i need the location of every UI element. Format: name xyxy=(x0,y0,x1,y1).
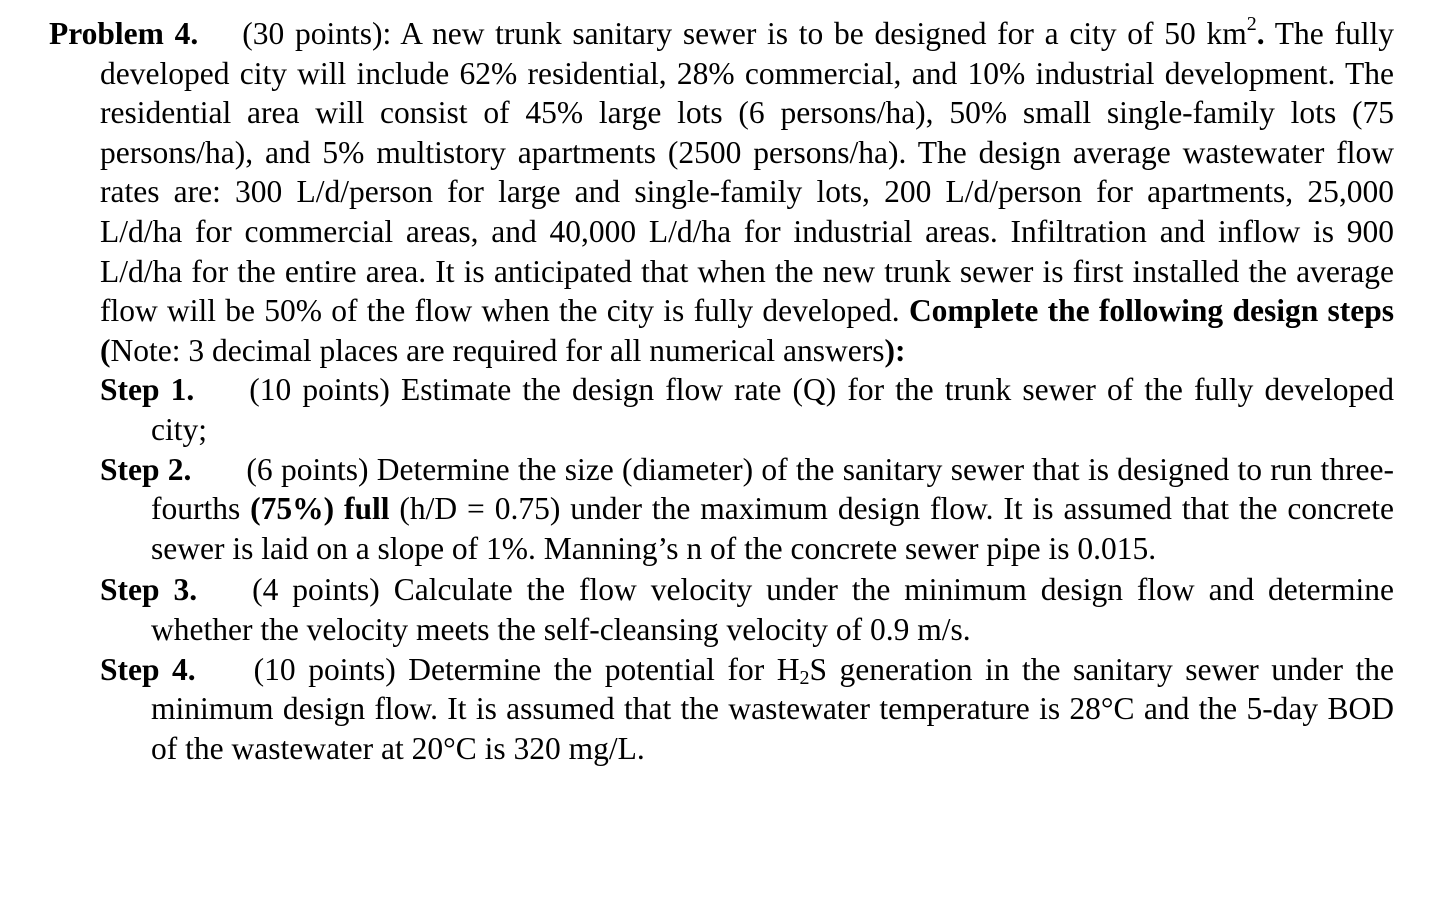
instruction-end: ): xyxy=(884,332,906,368)
step-1-text: (10 points) Estimate the design flow rate (Q) for the trunk sewer of the fully developed city; xyxy=(151,372,1394,447)
step-2 xyxy=(100,450,1394,569)
problem-label: Problem 4. xyxy=(49,16,199,51)
problem-document xyxy=(49,14,1394,768)
step-4-text-before: (10 points) Determine the potential for H xyxy=(253,651,800,687)
h2s-subscript: 2 xyxy=(799,666,810,689)
step-1 xyxy=(100,370,1394,449)
step-2-text-before: (6 points) Determine the size (diameter) of the sanitary sewer that is designed to run three-fourths xyxy=(151,451,1394,527)
step-3-text: (4 points) Calculate the flow velocity under the minimum design flow and determine whether the velocity meets the self-cleansing velocity of 0.9 m/s. xyxy=(151,572,1394,647)
step-4-text-after: S generation in the sanitary sewer under the minimum design flow. It is assumed that the wastewater temperature is 28°C and the 5-day BOD of the wastewater at 20°C is 320 mg/L. xyxy=(151,651,1394,766)
problem-points: (30 points): A new trunk sanitary sewer is to be designed for a city of 50 km xyxy=(242,16,1247,51)
problem-statement xyxy=(49,14,1394,370)
step-3-label: Step 3. xyxy=(100,572,198,608)
problem-period: . xyxy=(1256,16,1265,51)
step-2-text-after: (h/D = 0.75) under the maximum design flow. It is assumed that the concrete sewer is laid on a slope of 1%. Manning’s n of the concrete sewer pipe is 0.015. xyxy=(151,491,1394,566)
step-2-bold: (75%) full xyxy=(250,491,390,527)
step-4 xyxy=(100,650,1394,769)
problem-body: The fully developed city will include 62% residential, 28% commercial, and 10% industrial development. The residential area will consist of 45% large lots (6 persons/ha), 50% small single-family lots (75 persons/ha), and 5% multistory apartments (2500 persons/ha). The design average wastewater flow rates are: 300 L/d/person for large and single-family lots, 200 L/d/person for apartments, 25,000 L/d/ha for commercial areas, and 40,000 L/d/ha for industrial areas. Infiltration and inflow is 900 L/d/ha for the entire area. It is anticipated that when the new trunk sewer is first installed the average flow will be 50% of the flow when the city is fully developed. xyxy=(100,16,1394,329)
instruction-note: Note: 3 decimal places are required for all numerical answers xyxy=(110,332,885,368)
step-1-label: Step 1. xyxy=(100,372,195,408)
step-4-label: Step 4. xyxy=(100,651,196,687)
instruction-bold: Complete the following design steps ( xyxy=(100,293,1395,368)
area-exponent: 2 xyxy=(1246,13,1257,35)
step-3 xyxy=(100,570,1394,649)
step-2-label: Step 2. xyxy=(100,451,192,487)
